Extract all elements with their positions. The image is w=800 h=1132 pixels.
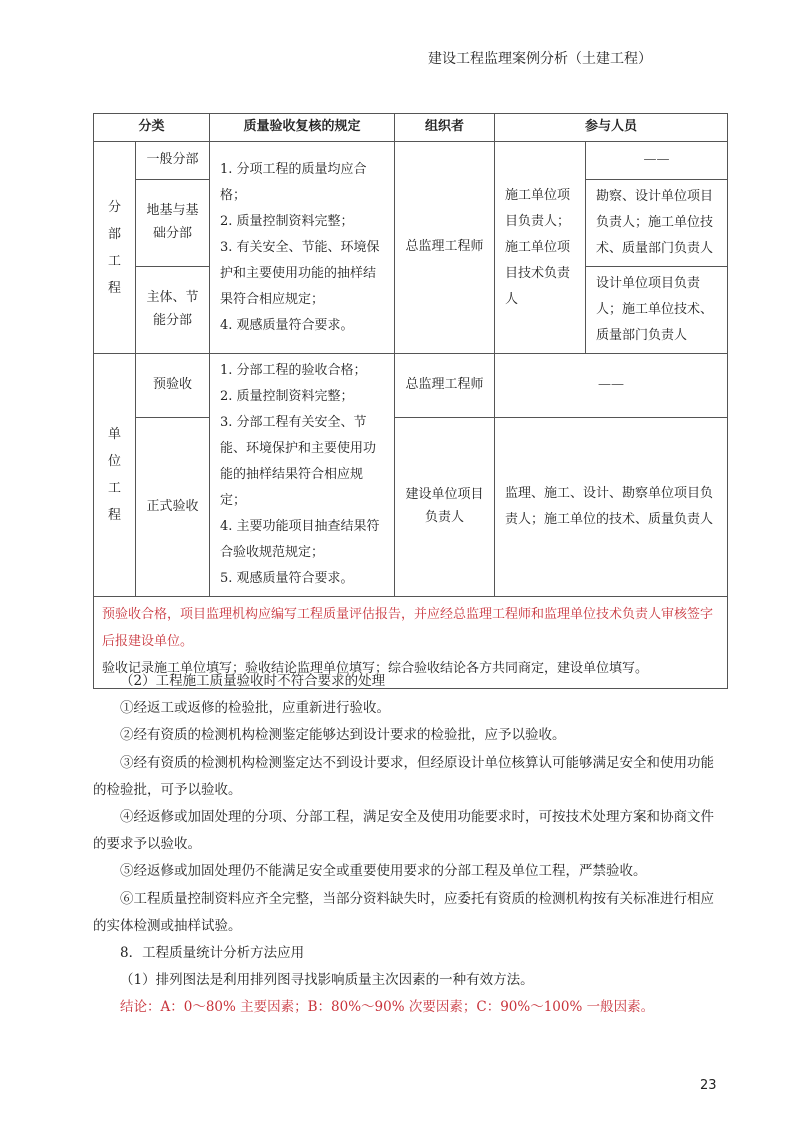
paragraph: ④经返修或加固处理的分项、分部工程，满足安全及使用功能要求时，可按技术处理方案和协商文件的要求予以验收。 [93, 809, 714, 853]
body-text [93, 668, 727, 1022]
participants-general: —— [586, 142, 728, 180]
note-red: 预验收合格，项目监理机构应编写工程质量评估报告，并应经总监理工程师和监理单位技术负责人审核签字后报建设单位。 [102, 607, 714, 649]
sub-general: 一般分部 [136, 142, 210, 180]
sub-foundation: 地基与基础分部 [136, 180, 210, 267]
paragraph: ⑤经返修或加固处理仍不能满足安全或重要使用要求的分部工程及单位工程，严禁验收。 [120, 863, 647, 880]
paragraph: ②经有资质的检测机构检测鉴定能够达到设计要求的检验批，应予以验收。 [120, 727, 566, 744]
header-category: 分类 [94, 114, 210, 142]
running-title: 建设工程监理案例分析（土建工程） [428, 51, 652, 67]
rules-danwei: 1. 分部工程的验收合格； 2. 质量控制资料完整； 3. 分部工程有关安全、节能、环境保护和主要使用功能的抽样结果符合相应规定； 4. 主要功能项目抽查结果符合验收规范规定； 5. 观感质量符合要求。 [210, 354, 395, 597]
acceptance-table [93, 113, 728, 689]
header-participants: 参与人员 [495, 114, 728, 142]
paragraph: ⑥工程质量控制资料应齐全完整，当部分资料缺失时，应委托有资质的检测机构按有关标准进行相应的实体检测或抽样试验。 [93, 890, 714, 934]
page-number: 23 [700, 1078, 717, 1093]
organizer-formal: 建设单位项目负责人 [395, 417, 495, 596]
participants-structure: 设计单位项目负责人；施工单位技术、质量部门负责人 [586, 267, 728, 354]
paragraph: （2）工程施工质量验收时不符合要求的处理 [120, 673, 386, 689]
participants-pre: —— [495, 354, 728, 418]
participants-formal: 监理、施工、设计、勘察单位项目负责人；施工单位的技术、质量负责人 [495, 417, 728, 596]
header-rules: 质量验收复核的规定 [210, 114, 395, 142]
sub-pre-acceptance: 预验收 [136, 354, 210, 418]
paragraph: ①经返工或返修的检验批，应重新进行验收。 [120, 700, 390, 717]
sub-formal-acceptance: 正式验收 [136, 417, 210, 596]
table-row [94, 354, 728, 418]
category-fenbu: 分 部 工 程 [94, 142, 136, 354]
organizer-pre: 总监理工程师 [395, 354, 495, 418]
category-danwei: 单 位 工 程 [94, 354, 136, 597]
paragraph: （1）排列图法是利用排列图寻找影响质量主次因素的一种有效方法。 [120, 972, 534, 989]
participants-foundation: 勘察、设计单位项目负责人；施工单位技术、质量部门负责人 [586, 180, 728, 267]
rules-fenbu: 1. 分项工程的质量均应合格； 2. 质量控制资料完整； 3. 有关安全、节能、环境保护和主要使用功能的抽样结果符合相应规定； 4. 观感质量符合要求。 [210, 142, 395, 354]
header-organizer: 组织者 [395, 114, 495, 142]
table-row [94, 417, 728, 596]
table-header-row [94, 114, 728, 142]
organizer-fenbu: 总监理工程师 [395, 142, 495, 354]
note-black: 验收记录施工单位填写；验收结论监理单位填写；综合验收结论各方共同商定，建设单位填写。 [102, 661, 649, 676]
conclusion: 结论：A：0～80% 主要因素；B：80%～90% 次要因素；C：90%～100% 一般因素。 [120, 999, 655, 1016]
participants-fenbu-main: 施工单位项目负责人；施工单位项目技术负责人 [495, 142, 586, 354]
table-row [94, 142, 728, 180]
paragraph: ③经有资质的检测机构检测鉴定达不到设计要求，但经原设计单位核算认可能够满足安全和使用功能的检验批，可予以验收。 [93, 754, 714, 798]
section-heading: 8．工程质量统计分析方法应用 [120, 945, 305, 962]
sub-structure: 主体、节能分部 [136, 267, 210, 354]
